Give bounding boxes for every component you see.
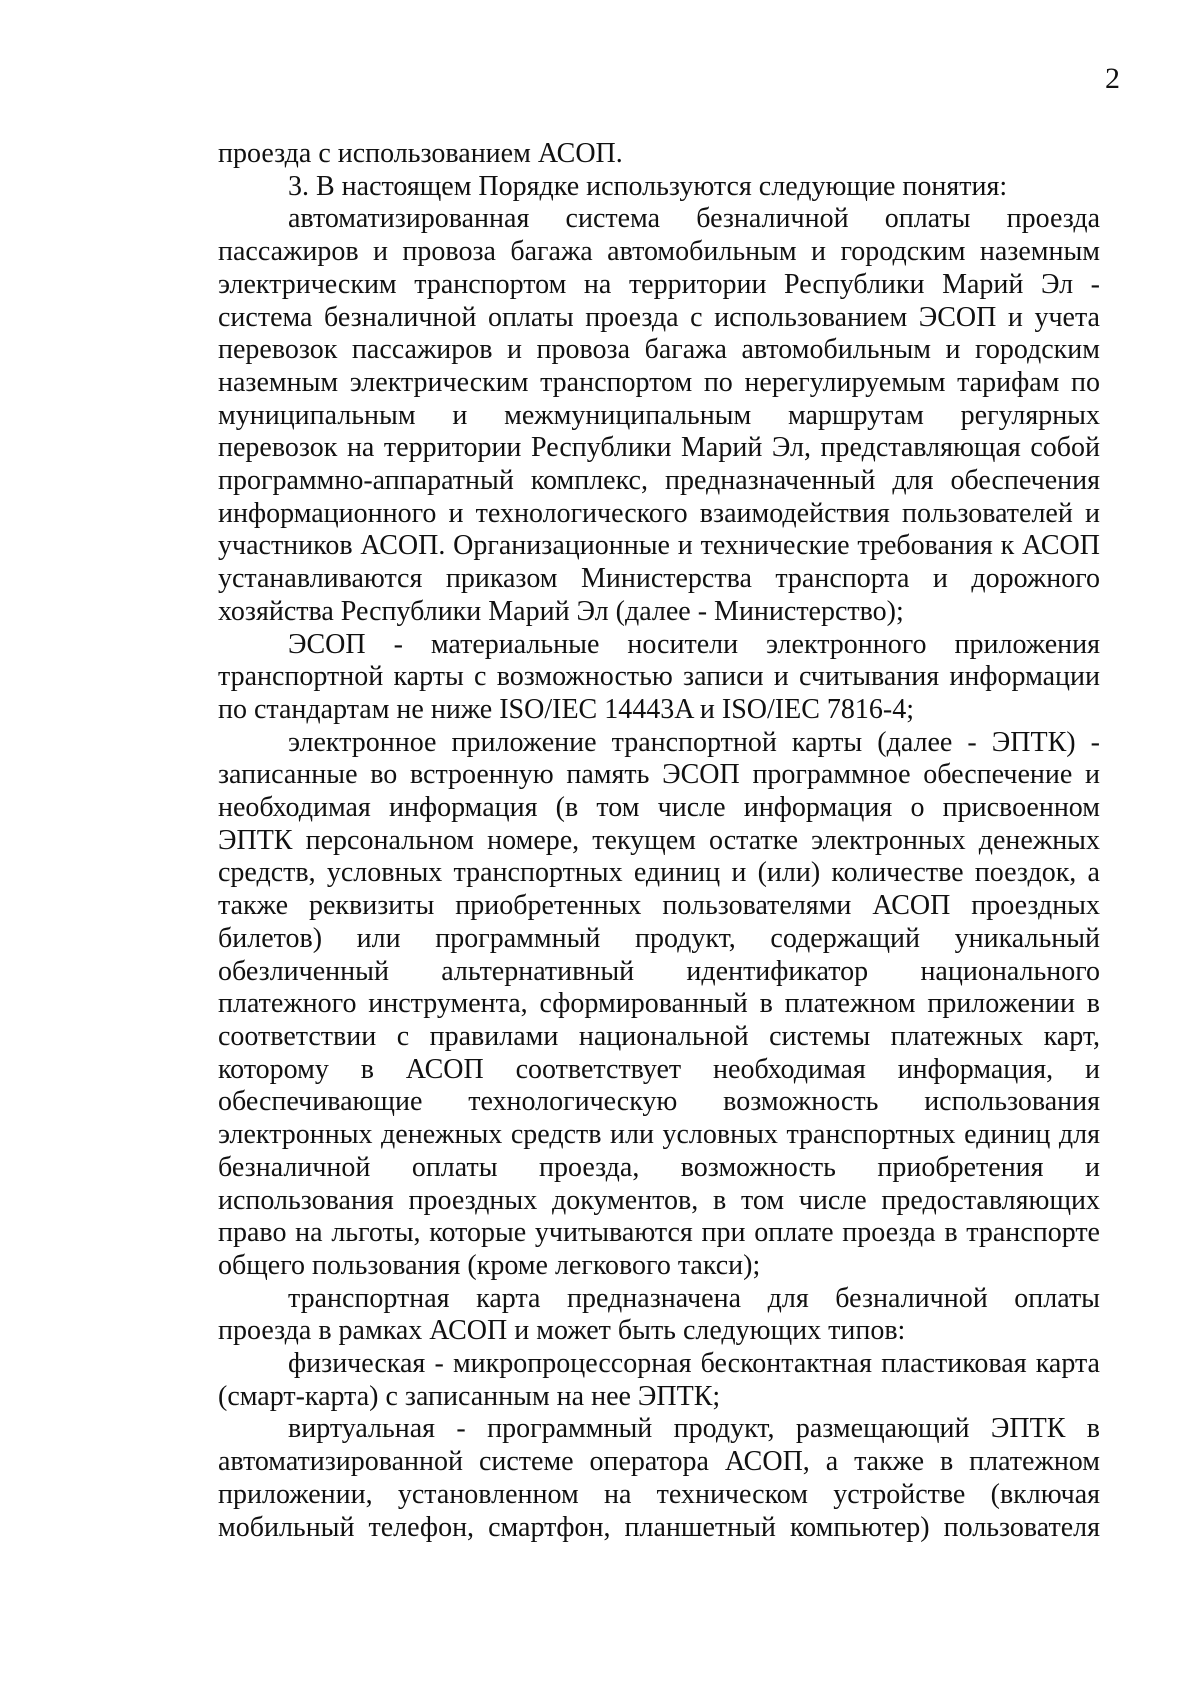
paragraph-definition-transport-card: транспортная карта предназначена для безналичной оплаты проезда в рамках АСОП и может быть следующих типов:: [218, 1282, 1100, 1347]
paragraph-intro-continuation: проезда с использованием АСОП.: [218, 138, 623, 169]
paragraph-definition-asop: автоматизированная система безналичной оплаты проезда пассажиров и провоза багажа автомобильным и городским наземным электрическим транспортом на территории Республики Марий Эл - система безналичной оплаты проезда с использованием ЭСОП и учета перевозок пассажиров и провоза багажа автомобильным и городским наземным электрическим транспортом по нерегулируемым тарифам по муниципальным и межмуниципальным маршрутам регулярных перевозок на территории Республики Марий Эл, представляющая собой программно-аппаратный комплекс, предназначенный для обеспечения информационного и технологического взаимодействия пользователей и участников АСОП. Организационные и технические требования к АСОП устанавливаются приказом Министерства транспорта и дорожного хозяйства Республики Марий Эл (далее - Министерство);: [218, 203, 1100, 627]
paragraph-definition-virtual-card: виртуальная - программный продукт, размещающий ЭПТК в автоматизированной системе оператора АСОП, а также в платежном приложении, установленном на техническом устройстве (включая мобильный телефон, смартфон, планшетный компьютер) пользователя: [218, 1413, 1100, 1543]
page-number: 2: [1105, 62, 1120, 95]
paragraph-item-3-heading: 3. В настоящем Порядке используются следующие понятия:: [288, 170, 1008, 202]
document-body: [218, 138, 1100, 1544]
paragraph-definition-physical-card: физическая - микропроцессорная бесконтактная пластиковая карта (смарт-карта) с записанным на нее ЭПТК;: [218, 1348, 1100, 1412]
paragraph-definition-esop: ЭСОП - материальные носители электронного приложения транспортной карты с возможностью записи и считывания информации по стандартам не ниже ISO/IEC 14443A и ISO/IEC 7816-4;: [218, 628, 1100, 725]
paragraph-definition-eptk: электронное приложение транспортной карты (далее - ЭПТК) - записанные во встроенную память ЭСОП программное обеспечение и необходимая информация (в том числе информация о присвоенном ЭПТК персональном номере, текущем остатке электронных денежных средств, условных транспортных единиц и (или) количестве поездок, а также реквизиты приобретенных пользователями АСОП проездных билетов) или программный продукт, содержащий уникальный обезличенный альтернативный идентификатор национального платежного инструмента, сформированный в платежном приложении в соответствии с правилами национальной системы платежных карт, которому в АСОП соответствует необходимая информация, и обеспечивающие технологическую возможность использования электронных денежных средств или условных транспортных единиц для безналичной оплаты проезда, возможность приобретения и использования проездных документов, в том числе предоставляющих право на льготы, которые учитываются при оплате проезда в транспорте общего пользования (кроме легкового такси);: [218, 726, 1100, 1281]
